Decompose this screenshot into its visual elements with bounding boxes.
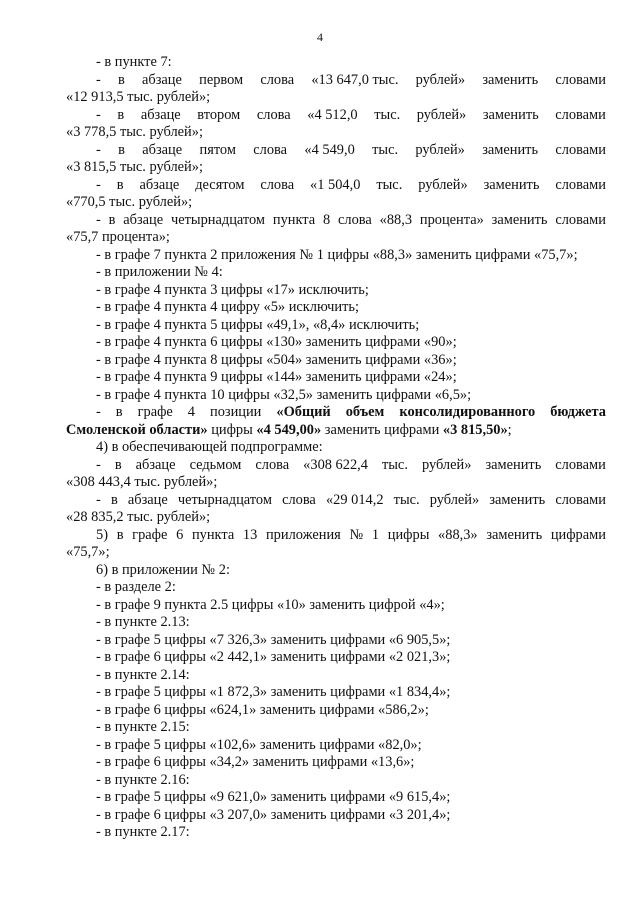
text-word: - в разделе 2:: [96, 579, 176, 595]
text-word: в: [108, 211, 116, 228]
text-word: слова: [256, 106, 291, 123]
text-word: словами: [555, 456, 606, 473]
text-word: графе: [137, 404, 173, 420]
text-word: «28 835,2 тыс. рублей»;: [66, 509, 211, 525]
amendments-block-b: [66, 439, 606, 842]
text-word: словами: [555, 106, 606, 123]
text-word: первом: [199, 71, 244, 88]
text-word: позиции: [210, 404, 262, 420]
text-line: [66, 439, 606, 457]
text-word: заменить: [483, 176, 540, 193]
text-word: словами: [555, 71, 606, 88]
text-word: заменить: [482, 141, 539, 158]
text-word: тыс.: [374, 106, 401, 123]
text-word: в: [110, 491, 118, 508]
text-word: десятом: [195, 176, 245, 193]
text-word: «4 549,0: [304, 141, 355, 158]
text-line: [66, 159, 606, 177]
text-word: -: [96, 491, 101, 508]
text-line: [66, 229, 606, 247]
text-line: [66, 614, 606, 632]
bold-word: бюджета: [550, 404, 606, 420]
text-line: [66, 824, 606, 842]
bold-amendment-line-1: [66, 404, 606, 422]
text-line: [66, 807, 606, 825]
text-line: [66, 212, 606, 230]
bold-amendment-line-2: [66, 422, 606, 440]
text-word: - в пункте 2.13:: [96, 614, 190, 630]
text-word: -: [96, 404, 101, 420]
text-word: в: [118, 71, 125, 88]
text-word: - в графе 4 пункта 9 цифры «144» заменить цифрами «24»;: [96, 369, 457, 385]
bold-old-value: «4 549,00»: [256, 421, 322, 438]
text-word: «88,3»: [438, 526, 478, 543]
text-word: - в пункте 2.17:: [96, 824, 190, 840]
text-word: «75,7 процента»;: [66, 229, 170, 245]
text-word: абзаце: [142, 141, 183, 158]
text-line: [66, 369, 606, 387]
text-line: [66, 299, 606, 317]
text-word: 8: [322, 211, 331, 228]
text-word: - в пункте 2.16:: [96, 771, 190, 788]
text-word: пятом: [199, 141, 236, 158]
text-line: [66, 789, 606, 807]
text-word: - в графе 4 пункта 3 цифры «17» исключить;: [96, 281, 369, 298]
text-word: - в графе 5 цифры «1 872,3» заменить цифрами «1 834,4»;: [96, 684, 451, 700]
text-word: - в графе 4 пункта 4 цифру «5» исключить;: [96, 299, 359, 315]
text-word: - в пункте 2.15:: [96, 719, 190, 735]
text-word: тыс.: [393, 491, 420, 508]
text-line: [66, 737, 606, 755]
text-line: [66, 772, 606, 790]
text-word: - в графе 4 пункта 8 цифры «504» заменить цифрами «36»;: [96, 351, 457, 368]
text-word: 5): [96, 526, 108, 543]
text-word: 4) в обеспечивающей подпрограмме:: [96, 439, 323, 455]
text-word: 13: [242, 526, 258, 543]
text-word: «12 913,5 тыс. рублей»;: [66, 89, 211, 105]
text-fragment: цифры: [207, 421, 257, 438]
text-line: [66, 72, 606, 90]
bold-word: «Общий: [276, 404, 331, 420]
text-word: - в графе 5 цифры «102,6» заменить цифрами «82,0»;: [96, 736, 422, 753]
text-word: рублей»: [418, 176, 468, 193]
text-word: -: [96, 141, 101, 158]
text-word: - в графе 7 пункта 2 приложения № 1 цифры «88,3» заменить цифрами «75,7»;: [96, 246, 578, 263]
text-word: абзаце: [127, 491, 168, 508]
text-line: [66, 579, 606, 597]
text-word: в: [114, 456, 122, 473]
text-line: [66, 509, 606, 527]
text-word: в: [116, 526, 124, 543]
text-line: [66, 317, 606, 335]
text-word: «770,5 тыс. рублей»;: [66, 194, 193, 210]
text-word: абзаце: [139, 176, 180, 193]
text-word: заменить: [482, 71, 539, 88]
text-word: -: [96, 71, 101, 88]
bold-amendment: [66, 404, 606, 439]
text-word: рублей»: [429, 491, 480, 508]
text-word: приложения: [265, 526, 341, 543]
text-word: словами: [555, 141, 606, 158]
bold-new-value: «3 815,50»: [442, 421, 508, 438]
text-word: тыс.: [376, 176, 403, 193]
text-word: «3 778,5 тыс. рублей»;: [66, 124, 203, 140]
text-word: - в графе 4 пункта 6 цифры «130» заменить цифрами «90»;: [96, 334, 457, 350]
text-line: [66, 632, 606, 650]
text-word: «13 647,0 тыс.: [311, 71, 399, 88]
text-word: цифрами: [550, 526, 606, 543]
text-line: [66, 562, 606, 580]
text-line: [66, 352, 606, 370]
text-word: абзаце: [142, 71, 182, 88]
text-word: втором: [197, 106, 241, 123]
text-fragment: ;: [507, 421, 512, 438]
text-line: [66, 754, 606, 772]
amendments-block-a: [66, 54, 606, 404]
text-word: пункта: [272, 211, 316, 228]
text-word: - в графе 4 пункта 5 цифры «49,1», «8,4» исключить;: [96, 316, 420, 333]
text-word: четырнадцатом: [177, 491, 272, 508]
text-word: цифры: [387, 526, 430, 543]
text-line: [66, 474, 606, 492]
text-word: слова: [260, 71, 295, 88]
text-word: процента»: [419, 211, 484, 228]
text-word: - в пункте 7:: [96, 54, 172, 70]
text-line: [66, 719, 606, 737]
text-word: - в графе 4 пункта 10 цифры «32,5» заменить цифрами «6,5»;: [96, 386, 472, 403]
text-word: графе: [132, 526, 168, 543]
text-line: [66, 194, 606, 212]
text-word: пункта: [191, 526, 235, 543]
text-word: - в графе 5 цифры «7 326,3» заменить цифрами «6 905,5»;: [96, 631, 451, 648]
text-word: рублей»: [415, 141, 465, 158]
text-word: слова: [253, 141, 288, 158]
text-fragment: заменить цифрами: [321, 421, 443, 438]
text-word: -: [96, 176, 101, 193]
text-word: -: [96, 211, 101, 228]
bold-phrase: Смоленской области»: [66, 421, 208, 438]
text-line: [66, 527, 606, 545]
bold-word: объем: [345, 404, 385, 420]
text-line: [66, 89, 606, 107]
page-number: 4: [317, 30, 323, 44]
text-word: слова: [338, 211, 372, 228]
text-word: в: [118, 141, 125, 158]
text-word: «75,7»;: [66, 544, 110, 560]
text-line: [66, 282, 606, 300]
text-word: «88,3: [379, 211, 413, 228]
text-word: «308 622,4: [303, 456, 368, 473]
text-line: [66, 264, 606, 282]
document-body: [66, 54, 606, 842]
text-word: - в приложении № 4:: [96, 264, 223, 280]
text-line: [66, 702, 606, 720]
text-word: словами: [555, 176, 606, 193]
text-word: «29 014,2: [325, 491, 384, 508]
text-word: рублей»: [416, 106, 467, 123]
text-word: в: [117, 106, 125, 123]
text-word: «1 504,0: [310, 176, 361, 193]
text-word: заменить: [485, 456, 542, 473]
text-word: -: [96, 106, 101, 123]
text-line: [66, 649, 606, 667]
text-word: тыс.: [381, 456, 408, 473]
text-line: [66, 124, 606, 142]
text-word: - в графе 6 цифры «3 207,0» заменить цифрами «3 201,4»;: [96, 806, 451, 823]
text-word: заменить: [489, 491, 546, 508]
text-word: - в пункте 2.14:: [96, 666, 190, 683]
text-word: слова: [255, 456, 290, 473]
text-line: [66, 247, 606, 265]
text-word: №: [349, 526, 364, 543]
text-word: рублей»: [421, 456, 472, 473]
text-word: седьмом: [189, 456, 242, 473]
text-line: [66, 142, 606, 160]
text-line: [66, 667, 606, 685]
text-word: абзаце: [123, 211, 164, 228]
text-word: - в графе 5 цифры «9 621,0» заменить цифрами «9 615,4»;: [96, 789, 451, 805]
text-word: заменить: [486, 526, 543, 543]
text-word: -: [96, 456, 101, 473]
text-word: 4: [187, 404, 195, 420]
text-line: [66, 597, 606, 615]
text-word: «4 512,0: [307, 106, 358, 123]
text-word: слова: [260, 176, 295, 193]
text-word: - в графе 6 цифры «34,2» заменить цифрами «13,6»;: [96, 754, 415, 770]
text-word: 6: [176, 526, 184, 543]
text-line: [66, 684, 606, 702]
text-word: 6) в приложении № 2:: [96, 561, 230, 578]
text-word: «308 443,4 тыс. рублей»;: [66, 474, 218, 490]
text-word: заменить: [482, 106, 539, 123]
text-word: - в графе 6 цифры «2 442,1» заменить цифрами «2 021,3»;: [96, 649, 451, 665]
text-word: в: [115, 404, 123, 420]
text-word: в: [116, 176, 124, 193]
text-word: абзаце: [140, 106, 181, 123]
text-word: словами: [555, 491, 606, 508]
text-line: [66, 177, 606, 195]
text-line: [66, 107, 606, 125]
text-word: абзаце: [135, 456, 176, 473]
bold-word: консолидированного: [399, 404, 536, 420]
text-line: [66, 492, 606, 510]
text-word: заменить: [491, 211, 548, 228]
text-line: [66, 334, 606, 352]
text-line: [66, 457, 606, 475]
text-line: [66, 387, 606, 405]
text-word: - в графе 6 цифры «624,1» заменить цифрами «586,2»;: [96, 701, 429, 718]
text-word: «3 815,5 тыс. рублей»;: [66, 159, 203, 175]
text-word: - в графе 9 пункта 2.5 цифры «10» заменить цифрой «4»;: [96, 596, 445, 613]
text-word: тыс.: [372, 141, 399, 158]
text-word: словами: [555, 211, 606, 228]
text-line: [66, 54, 606, 72]
text-word: слова: [282, 491, 316, 508]
text-word: 1: [371, 526, 380, 543]
text-word: рублей»: [415, 71, 466, 88]
text-word: четырнадцатом: [171, 211, 266, 228]
text-line: [66, 544, 606, 562]
